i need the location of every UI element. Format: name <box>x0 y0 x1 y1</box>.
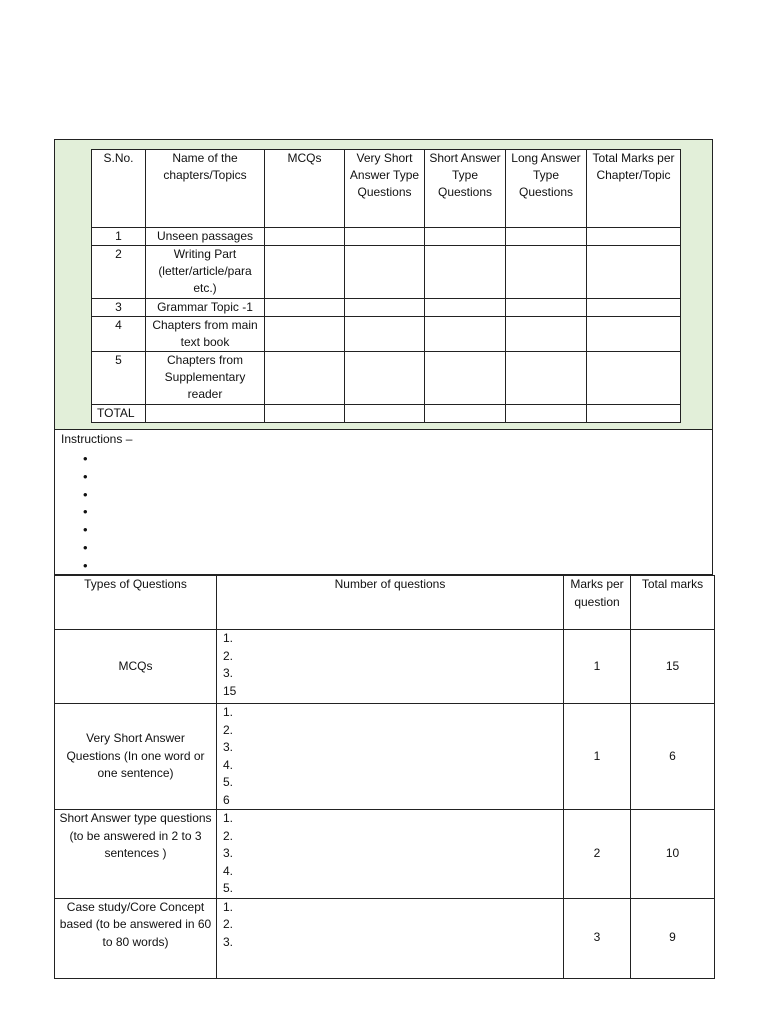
question-number: 2. <box>223 828 234 843</box>
empty-cell <box>425 299 506 317</box>
table-row <box>92 317 681 352</box>
header-marks-per-question: Marks per question <box>564 576 631 630</box>
instructions-bullet-list <box>83 450 88 575</box>
empty-cell <box>265 299 345 317</box>
empty-cell <box>506 299 587 317</box>
question-numbers <box>217 704 564 810</box>
question-types-table <box>54 575 715 979</box>
header-total-marks: Total marks <box>631 576 715 630</box>
table-row <box>92 228 681 246</box>
question-type: Short Answer type questions (to be answered in 2 to 3 sentences ) <box>55 810 217 899</box>
blueprint-section <box>54 139 713 430</box>
question-number: 1. <box>223 811 234 825</box>
question-number: 2. <box>223 648 234 663</box>
header-mcqs: MCQs <box>265 150 345 228</box>
total-marks: 10 <box>631 810 715 899</box>
table-row <box>55 810 715 899</box>
row-sno: 1 <box>92 228 146 246</box>
question-number: 3. <box>223 666 234 680</box>
question-number: 15 <box>223 683 237 698</box>
question-numbers <box>217 630 564 704</box>
question-type: MCQs <box>55 630 217 704</box>
bullet-item <box>83 468 88 486</box>
table-row <box>55 704 715 810</box>
bullet-item <box>83 557 88 575</box>
header-topic: Name of the chapters/Topics <box>146 150 265 228</box>
empty-cell <box>265 352 345 405</box>
marks-per-question: 1 <box>564 704 631 810</box>
header-very-short: Very Short Answer Type Questions <box>345 150 425 228</box>
empty-cell <box>265 246 345 299</box>
total-row <box>92 405 681 423</box>
question-number: 2. <box>223 917 234 931</box>
marks-per-question: 3 <box>564 898 631 978</box>
table-row <box>55 630 715 704</box>
empty-cell <box>587 317 681 352</box>
empty-cell <box>506 405 587 423</box>
header-long: Long Answer Type Questions <box>506 150 587 228</box>
row-topic: Grammar Topic -1 <box>146 299 265 317</box>
empty-cell <box>345 246 425 299</box>
blueprint-table <box>91 149 681 423</box>
table-row <box>55 898 715 978</box>
question-number: 4. <box>223 757 234 772</box>
bullet-item <box>83 503 88 521</box>
row-sno: 5 <box>92 352 146 405</box>
total-label: TOTAL <box>92 405 146 423</box>
header-question-type: Types of Questions <box>55 576 217 630</box>
empty-cell <box>345 352 425 405</box>
empty-cell <box>425 246 506 299</box>
table-row <box>92 299 681 317</box>
bullet-item <box>83 486 88 504</box>
question-number: 1. <box>223 705 234 719</box>
question-number: 4. <box>223 863 234 878</box>
question-number: 1. <box>223 899 234 914</box>
total-marks: 9 <box>631 898 715 978</box>
instructions-title: Instructions – <box>61 432 133 446</box>
empty-cell <box>587 299 681 317</box>
header-number-of-questions: Number of questions <box>217 576 564 630</box>
row-topic: Unseen passages <box>146 228 265 246</box>
empty-cell <box>345 405 425 423</box>
question-type: Very Short Answer Questions (In one word or one sentence) <box>55 704 217 810</box>
question-numbers <box>217 810 564 899</box>
header-total-marks: Total Marks per Chapter/Topic <box>587 150 681 228</box>
empty-cell <box>345 228 425 246</box>
empty-cell <box>587 352 681 405</box>
total-marks: 6 <box>631 704 715 810</box>
question-number: 3. <box>223 934 234 949</box>
bullet-item <box>83 450 88 468</box>
table-row <box>92 246 681 299</box>
instructions-section <box>54 430 713 575</box>
empty-cell <box>587 246 681 299</box>
empty-cell <box>265 317 345 352</box>
row-sno: 2 <box>92 246 146 299</box>
table-row <box>92 352 681 405</box>
question-number: 1. <box>223 631 234 645</box>
bullet-item <box>83 539 88 557</box>
question-number: 5. <box>223 775 234 789</box>
empty-cell <box>345 317 425 352</box>
header-short: Short Answer Type Questions <box>425 150 506 228</box>
question-number: 2. <box>223 722 234 737</box>
empty-cell <box>425 317 506 352</box>
marks-per-question: 1 <box>564 630 631 704</box>
empty-cell <box>265 405 345 423</box>
question-numbers <box>217 898 564 978</box>
empty-cell <box>506 317 587 352</box>
marks-per-question: 2 <box>564 810 631 899</box>
question-number: 5. <box>223 881 234 895</box>
header-sno: S.No. <box>92 150 146 228</box>
empty-cell <box>345 299 425 317</box>
row-topic: Chapters from Supplementary reader <box>146 352 265 405</box>
question-type: Case study/Core Concept based (to be answered in 60 to 80 words) <box>55 898 217 978</box>
empty-cell <box>506 246 587 299</box>
row-topic: Writing Part (letter/article/para etc.) <box>146 246 265 299</box>
empty-cell <box>506 352 587 405</box>
empty-cell <box>506 228 587 246</box>
empty-cell <box>425 228 506 246</box>
empty-cell <box>587 228 681 246</box>
row-sno: 4 <box>92 317 146 352</box>
empty-cell <box>587 405 681 423</box>
bullet-item <box>83 521 88 539</box>
empty-cell <box>425 405 506 423</box>
row-sno: 3 <box>92 299 146 317</box>
question-number: 3. <box>223 740 234 754</box>
empty-cell <box>146 405 265 423</box>
empty-cell <box>425 352 506 405</box>
question-number: 3. <box>223 846 234 860</box>
question-number: 6 <box>223 792 230 807</box>
total-marks: 15 <box>631 630 715 704</box>
row-topic: Chapters from main text book <box>146 317 265 352</box>
empty-cell <box>265 228 345 246</box>
